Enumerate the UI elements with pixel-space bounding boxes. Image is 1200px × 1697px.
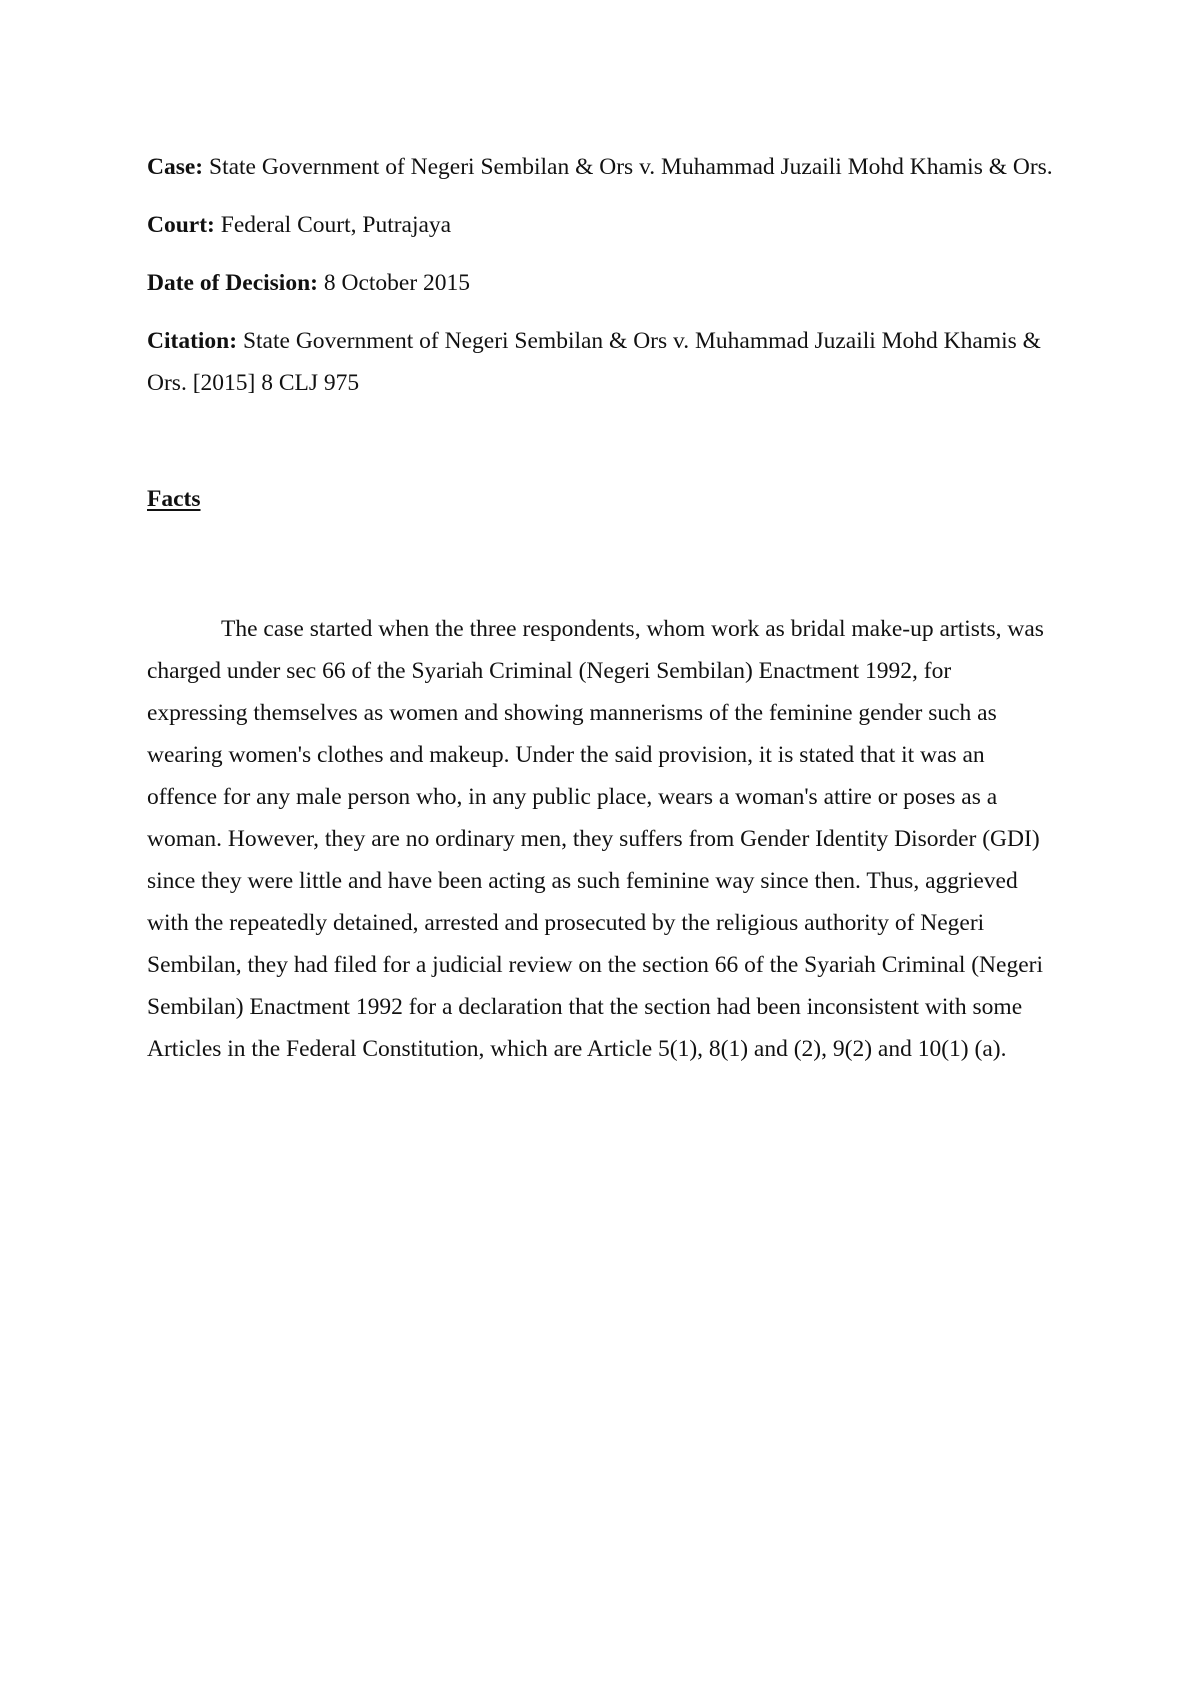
- court-label: Court:: [147, 212, 215, 238]
- date-value: 8 October 2015: [323, 270, 471, 296]
- citation-value: State Government of Negeri Sembilan & Ors v. Muhammad Juzaili Mohd Khamis & Ors. [2015] 8 CLJ 975: [147, 328, 1041, 396]
- case-label: Case:: [147, 154, 204, 180]
- citation-entry: [147, 320, 1057, 404]
- document-content: [147, 146, 1057, 1070]
- case-value: State Government of Negeri Sembilan & Ors v. Muhammad Juzaili Mohd Khamis & Ors.: [209, 154, 1053, 180]
- court-entry: [147, 204, 1057, 246]
- case-entry: [147, 146, 1057, 188]
- citation-label: Citation:: [147, 328, 238, 354]
- court-value: Federal Court, Putrajaya: [220, 212, 452, 238]
- facts-paragraph: The case started when the three respondents, whom work as bridal make-up artists, was charged under sec 66 of the Syariah Criminal (Negeri Sembilan) Enactment 1992, for expressing themselves as women and showing mannerisms of the feminine gender such as wearing women's clothes and makeup. Under the said provision, it is stated that it was an offence for any male person who, in any public place, wears a woman's attire or poses as a woman. However, they are no ordinary men, they suffers from Gender Identity Disorder (GDI) since they were little and have been acting as such feminine way since then. Thus, aggrieved with the repeatedly detained, arrested and prosecuted by the religious authority of Negeri Sembilan, they had filed for a judicial review on the section 66 of the Syariah Criminal (Negeri Sembilan) Enactment 1992 for a declaration that the section had been inconsistent with some Articles in the Federal Constitution, which are Article 5(1), 8(1) and (2), 9(2) and 10(1) (a).: [147, 616, 1044, 1062]
- date-entry: [147, 262, 1057, 304]
- date-label: Date of Decision:: [147, 270, 318, 296]
- facts-heading: Facts: [147, 486, 201, 512]
